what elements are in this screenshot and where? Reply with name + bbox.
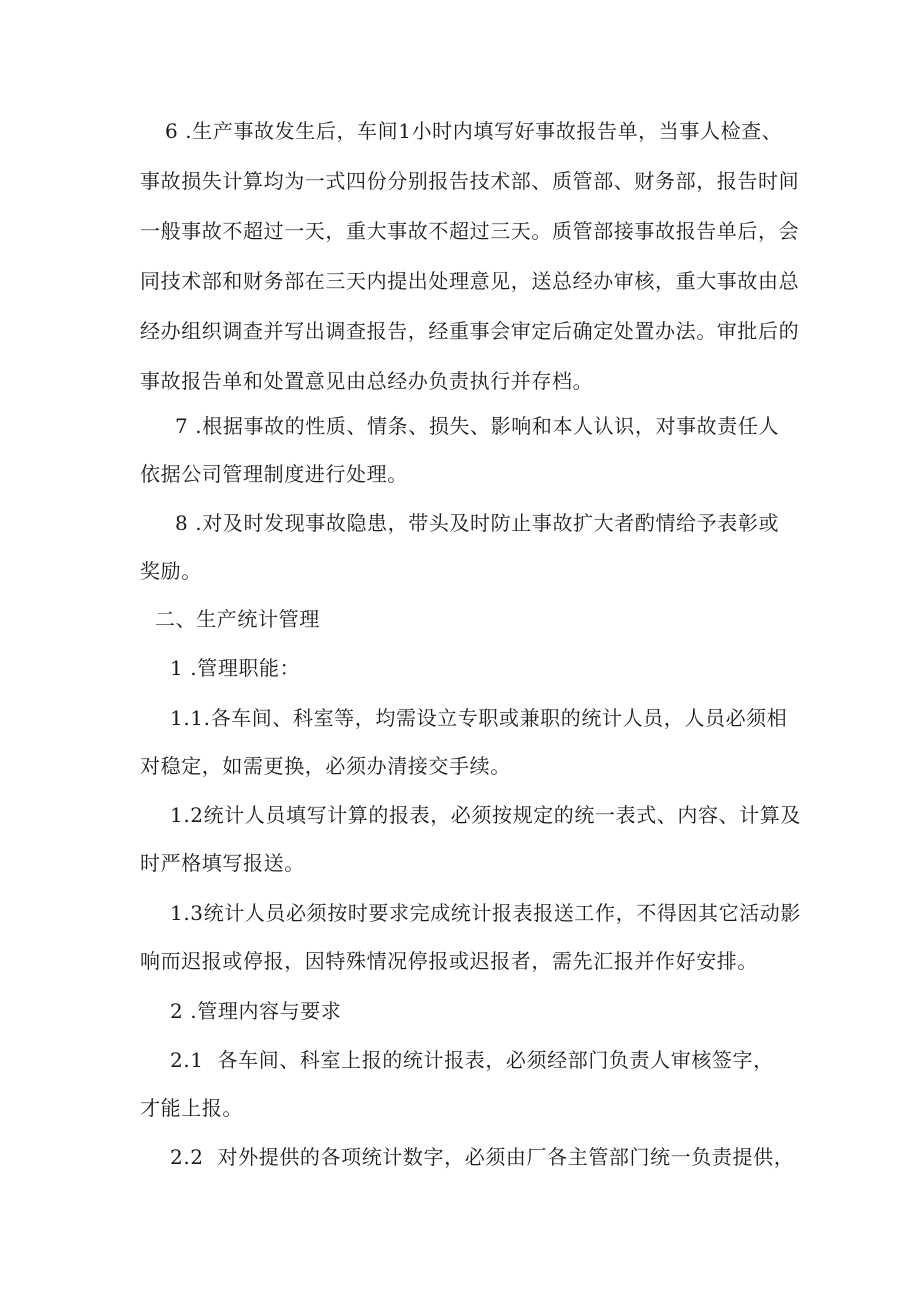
paragraph-8-line-1: 8 .对及时发现事故隐患，带头及时防止事故扩大者酌情给予表彰或 — [175, 511, 780, 535]
paragraph-7-line-1: 7 .根据事故的性质、情条、损失、影响和本人认识，对事故责任人 — [175, 414, 780, 438]
paragraph-6-line-5: 经办组织调查并写出调查报告，经重事会审定后确定处置办法。审批后的 — [140, 319, 800, 343]
item-1-3-line-1: 1.3统计人员必须按时要求完成统计报表报送工作，不得因其它活动影 — [170, 901, 802, 925]
item-1-2-line-1: 1.2统计人员填写计算的报表，必须按规定的统一表式、内容、计算及 — [170, 803, 802, 827]
item-1-1-line-1: 1.1.各车间、科室等，均需设立专职或兼职的统计人员，人员必须相 — [170, 706, 788, 730]
subheading-management-functions: 1 .管理职能： — [170, 656, 301, 680]
paragraph-8-line-2: 奖励。 — [140, 559, 202, 583]
paragraph-6-line-1: 6 .生产事故发生后，车间1小时内填写好事故报告单，当事人检查、 — [165, 119, 783, 143]
paragraph-6-line-3: 一般事故不超过一天，重大事故不超过三天。质管部接事故报告单后，会 — [140, 219, 800, 243]
item-2-1-line-1: 2.1 各车间、科室上报的统计报表，必须经部门负责人审核签字， — [170, 1048, 774, 1072]
item-1-1-line-2: 对稳定，如需更换，必须办清接交手续。 — [140, 754, 511, 778]
item-1-3-line-2: 响而迟报或停报，因特殊情况停报或迟报者，需先汇报并作好安排。 — [140, 949, 758, 973]
paragraph-6-line-2: 事故损失计算均为一式四份分别报告技术部、质管部、财务部，报告时间 — [140, 169, 800, 193]
paragraph-6-line-4: 同技术部和财务部在三天内提出处理意见，送总经办审核，重大事故由总 — [140, 269, 800, 293]
subheading-management-content: 2 .管理内容与要求 — [170, 999, 342, 1023]
item-2-1-line-2: 才能上报。 — [140, 1096, 243, 1120]
section-heading-production-statistics: 二、生产统计管理 — [155, 607, 320, 631]
paragraph-6-line-6: 事故报告单和处置意见由总经办负责执行并存档。 — [140, 369, 594, 393]
paragraph-7-line-2: 依据公司管理制度进行处理。 — [140, 462, 408, 486]
item-1-2-line-2: 时严格填写报送。 — [140, 851, 305, 875]
item-2-2-line-1: 2.2 对外提供的各项统计数字，必须由厂各主管部门统一负责提供， — [170, 1145, 795, 1169]
